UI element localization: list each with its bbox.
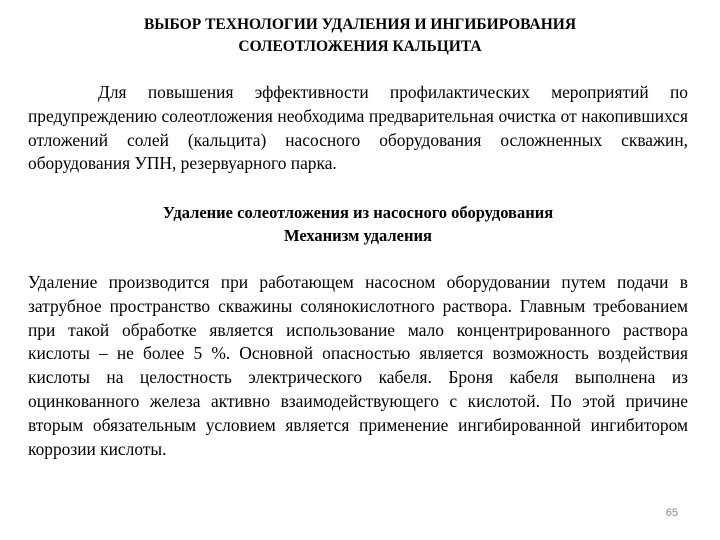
page-number: 65: [665, 507, 678, 519]
title-line-1: ВЫБОР ТЕХНОЛОГИИ УДАЛЕНИЯ И ИНГИБИРОВАНИЯ: [143, 16, 577, 33]
intro-paragraph: Для повышения эффективности профилактических мероприятий по предупреждению солеотложения необходима предварительная очистка от накопившихся отложений солей (кальцита) насосного оборудования осложненных скважин, оборудования УПН, резервуарного парка.: [28, 82, 688, 174]
title-line-2: СОЛЕОТЛОЖЕНИЯ КАЛЬЦИТА: [238, 38, 482, 55]
section-heading: Удаление солеотложения из насосного оборудования: [162, 203, 554, 222]
main-paragraph: Удаление производится при работающем насосном оборудовании путем подачи в затрубное пространство скважины солянокислотного раствора. Главным требованием при такой обработке является использование мало концентрированного раствора кислоты – не более 5 %. Основной опасностью является возможность воздействия кислоты на целостность электрического кабеля. Броня кабеля выполнена из оцинкованного железа активно взаимодействующего с кислотой. По этой причине вторым обязательным условием является применение ингибированной ингибитором коррозии кислоты.: [28, 272, 688, 459]
section-subheading: Механизм удаления: [284, 226, 432, 245]
slide-title: [90, 14, 630, 58]
